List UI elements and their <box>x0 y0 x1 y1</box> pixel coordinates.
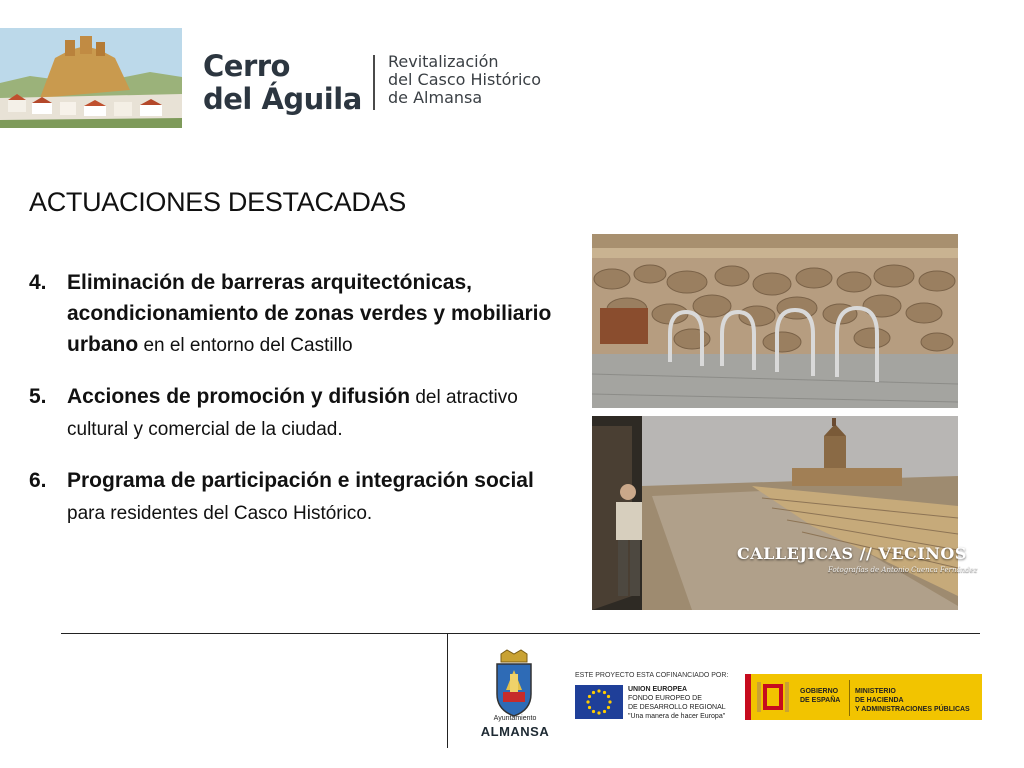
eu-line-3: DE DESARROLLO REGIONAL <box>628 704 726 711</box>
castle-illustration <box>0 28 182 128</box>
ministry-line-3: Y ADMINISTRACIONES PÚBLICAS <box>855 706 970 713</box>
item-number: 6. <box>29 469 47 492</box>
ministry-line-1: MINISTERIO <box>855 688 896 695</box>
almansa-crest-icon <box>489 650 539 720</box>
section-heading: ACTUACIONES DESTACADAS <box>29 187 406 217</box>
gov-line-1: GOBIERNO <box>800 688 839 695</box>
spain-coat-of-arms-icon <box>745 674 795 720</box>
item-number: 4. <box>29 271 47 294</box>
eu-line-2: FONDO EUROPEO DE <box>628 695 702 702</box>
gobierno-text <box>800 687 840 705</box>
street-photo <box>592 416 978 610</box>
ministerio-text <box>855 687 970 714</box>
brand-title <box>203 50 373 116</box>
list-item <box>29 267 569 361</box>
item-bold-text: Acciones de promoción y difusión <box>67 385 411 408</box>
brand-divider <box>373 55 375 110</box>
subtitle-line-2: del Casco Histórico <box>388 70 541 89</box>
brand-line-2: del Águila <box>203 82 362 116</box>
subtitle-line-1: Revitalización <box>388 52 499 71</box>
bike-racks-photo <box>592 234 958 408</box>
actions-list <box>29 267 569 549</box>
item-number: 5. <box>29 385 47 408</box>
cofinanced-label: ESTE PROYECTO ESTA COFINANCIADO POR: <box>575 672 729 679</box>
footer-vertical-divider <box>447 634 448 748</box>
brand-subtitle <box>388 53 588 107</box>
eu-line-1: UNION EUROPEA <box>628 686 688 693</box>
eu-flag-icon <box>575 685 623 719</box>
ayuntamiento-label: Ayuntamiento <box>493 715 537 722</box>
eu-line-4: "Una manera de hacer Europa" <box>628 713 726 720</box>
subtitle-line-3: de Almansa <box>388 88 483 107</box>
brand-line-1: Cerro <box>203 49 290 83</box>
item-rest-text: para residentes del Casco Histórico. <box>67 503 373 524</box>
list-item <box>29 381 569 445</box>
photo-credit: Fotografías de Antonio Cuenca Fernández <box>828 566 978 574</box>
spain-government-logo <box>745 674 982 720</box>
eu-fund-text <box>628 685 726 721</box>
item-bold-text: Eliminación de barreras arquitectónicas, acondicionamiento de zonas verdes y mobiliario urbano <box>67 271 552 356</box>
gov-line-2: DE ESPAÑA <box>800 697 841 704</box>
spain-logo-divider <box>849 680 850 716</box>
ayuntamiento-name: ALMANSA <box>480 724 550 739</box>
list-item <box>29 465 569 529</box>
item-rest-text: del atractivo cultural y comercial de la ciudad. <box>67 387 518 440</box>
item-rest-text: en el entorno del Castillo <box>138 335 353 356</box>
callejicas-title: CALLEJICAS // VECINOS <box>737 544 967 563</box>
footer-divider <box>61 633 980 634</box>
ministry-line-2: DE HACIENDA <box>855 697 904 704</box>
item-bold-text: Programa de participación e integración social <box>67 469 534 492</box>
